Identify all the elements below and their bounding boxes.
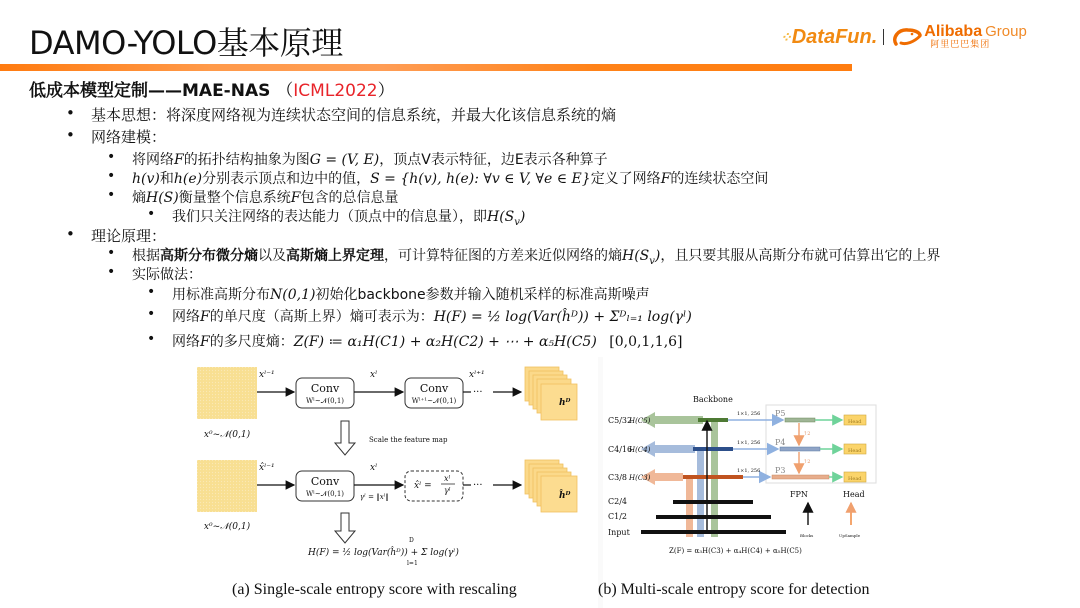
svg-text:UpSample: UpSample	[839, 533, 861, 538]
text: ，可计算特征图的方差来近似网络的熵	[384, 248, 622, 264]
subtitle-main: 低成本模型定制——MAE-NAS	[29, 81, 271, 101]
bullet-theory	[66, 225, 167, 246]
math-subscript: v	[649, 255, 655, 267]
svg-text:xˡ: xˡ	[370, 463, 378, 473]
figure-graphics	[163, 357, 919, 608]
text: 我们只关注网络的表达能力（顶点中的信息量），即	[172, 209, 487, 225]
svg-text:Wˡ⁺¹~𝒩(0,1): Wˡ⁺¹~𝒩(0,1)	[411, 397, 457, 405]
bullet-text: 网络建模：	[91, 128, 167, 146]
math: )	[654, 248, 661, 264]
svg-text:P5: P5	[775, 409, 786, 418]
datafun-text: DataFun.	[791, 25, 878, 48]
svg-text:x̂ˡ =: x̂ˡ =	[414, 481, 432, 491]
noise-input-bottom	[197, 460, 257, 512]
svg-text:γˡ: γˡ	[444, 486, 451, 495]
svg-text:Wˡ~𝒩(0,1): Wˡ~𝒩(0,1)	[305, 490, 345, 498]
bullet-icon: •	[66, 225, 75, 243]
svg-text:···: ···	[473, 480, 483, 491]
math: F	[660, 171, 671, 187]
text: 的拓扑结构抽象为图	[183, 152, 310, 168]
figure-a-caption: (a) Single-scale entropy score with rescaling	[232, 581, 517, 598]
bullet-icon: •	[66, 104, 75, 122]
text: 的单尺度（高斯上界）熵可表示为：	[209, 309, 434, 325]
svg-text:C2/4: C2/4	[608, 497, 627, 506]
svg-text:xˡ⁻¹: xˡ⁻¹	[259, 370, 275, 380]
text: 衡量整个信息系统	[178, 190, 291, 206]
bullet-icon: •	[147, 306, 156, 322]
svg-text:H(C5): H(C5)	[629, 417, 651, 425]
svg-text:xˡ⁺¹: xˡ⁺¹	[469, 370, 485, 380]
text: 将网络	[132, 152, 174, 168]
text: 定义了网络	[590, 171, 661, 187]
math: H(S)	[146, 190, 179, 206]
alibaba-group-text: Group	[985, 23, 1027, 40]
math: G = (V, E)	[309, 152, 380, 168]
svg-text:C5/32: C5/32	[608, 416, 633, 425]
svg-text:Head: Head	[843, 490, 865, 499]
svg-text:Conv: Conv	[310, 475, 340, 488]
bullet-state-space	[107, 168, 769, 188]
bullet-text: 基本思想：将深度网络视为连续状态空间的信息系统，并最大化该信息系统的熵	[91, 106, 617, 124]
svg-text:P3: P3	[775, 466, 786, 475]
bullet-basic-idea	[66, 104, 617, 125]
datafun-dots-icon: ⁘	[780, 28, 790, 45]
math: F	[200, 334, 210, 350]
bullet-expressiveness	[147, 206, 526, 228]
math: )	[519, 209, 526, 225]
bullet-icon: •	[147, 206, 156, 222]
bullet-multi-scale	[147, 331, 683, 351]
bullet-icon: •	[147, 331, 156, 347]
text: 用标准高斯分布	[172, 287, 270, 303]
venue-open-paren: （	[276, 81, 294, 101]
math: F	[200, 309, 210, 325]
svg-text:Conv: Conv	[310, 382, 340, 395]
math: H(S	[487, 209, 515, 225]
math: S = {h(v), h(e): ∀v ∈ V, ∀e ∈ E}	[370, 171, 591, 187]
alibaba-smile-icon	[892, 26, 922, 48]
svg-text:ĥᴰ: ĥᴰ	[559, 491, 571, 501]
text: 熵	[132, 190, 146, 206]
text: 根据	[132, 248, 160, 264]
figure-b-caption: (b) Multi-scale entropy score for detection	[598, 581, 870, 598]
svg-text:1×1, 256: 1×1, 256	[737, 411, 761, 417]
svg-text:Head: Head	[848, 419, 862, 425]
svg-text:↑2: ↑2	[803, 459, 811, 465]
bullet-icon: •	[107, 149, 116, 165]
bullet-icon: •	[66, 126, 75, 144]
math: h(v)	[132, 171, 160, 187]
weights-vector: [0,0,1,1,6]	[609, 334, 683, 350]
svg-text:l=1: l=1	[407, 560, 418, 567]
bold-text: 高斯分布微分熵	[160, 248, 258, 264]
logo-area	[780, 22, 1027, 52]
text: 初始化backbone参数并输入随机采样的标准高斯噪声	[315, 287, 650, 303]
bullet-icon: •	[107, 245, 116, 261]
bullet-practice	[107, 264, 202, 284]
svg-text:Wˡ~𝒩(0,1): Wˡ~𝒩(0,1)	[305, 397, 345, 405]
math: F	[290, 190, 301, 206]
alibaba-cn-text: 阿里巴巴集团	[930, 40, 991, 50]
svg-text:Head: Head	[848, 476, 862, 482]
bullet-network-modeling	[66, 126, 167, 147]
svg-text:FPN: FPN	[790, 490, 808, 499]
bullet-icon: •	[107, 264, 116, 280]
svg-text:x⁰~𝒩(0,1): x⁰~𝒩(0,1)	[203, 522, 251, 532]
svg-text:1×1, 256: 1×1, 256	[737, 440, 761, 446]
bullet-single-scale	[147, 306, 692, 326]
page-title: DAMO-YOLO基本原理	[29, 24, 343, 62]
text: ，顶点V表示特征，边E表示各种算子	[379, 152, 608, 168]
math-subscript: v	[514, 216, 520, 228]
svg-text:xˡ: xˡ	[444, 474, 451, 483]
alibaba-logo	[892, 24, 1027, 50]
formula-multi-scale: Z(F) ≔ α₁H(C1) + α₂H(C2) + ⋯ + α₅H(C5)	[293, 334, 597, 350]
bullet-gaussian-entropy	[107, 245, 941, 267]
text: 以及	[258, 248, 286, 264]
svg-text:Scale the feature map: Scale the feature map	[369, 436, 448, 444]
svg-text:D: D	[409, 537, 414, 544]
svg-text:hᴰ: hᴰ	[559, 398, 571, 408]
svg-text:1×1, 256: 1×1, 256	[737, 468, 761, 474]
bullet-icon: •	[107, 168, 116, 184]
text: 包含的总信息量	[300, 190, 399, 206]
svg-text:H(C4): H(C4)	[629, 446, 651, 454]
svg-text:Conv: Conv	[419, 382, 449, 395]
venue-name: ICML2022	[293, 81, 378, 101]
svg-text:Input: Input	[608, 528, 630, 537]
svg-text:H(F) = ½ log(Var(ĥᴰ)) + Σ log(: H(F) = ½ log(Var(ĥᴰ)) + Σ log(γˡ)	[308, 548, 459, 558]
subtitle-venue	[276, 81, 394, 101]
svg-text:γˡ = ‖xˡ‖: γˡ = ‖xˡ‖	[360, 493, 389, 501]
bullet-text: 理论原理：	[91, 227, 167, 245]
text: 网络	[172, 334, 200, 350]
svg-text:Blocks: Blocks	[800, 533, 814, 538]
math: F	[174, 152, 184, 168]
bullet-graph-abstraction	[107, 149, 608, 169]
venue-close-paren: ）	[377, 81, 395, 101]
text: 分别表示顶点和边中的值，	[202, 171, 371, 187]
svg-text:C4/16: C4/16	[608, 445, 633, 454]
bullet-icon: •	[147, 284, 156, 300]
bold-text: 高斯熵上界定理	[286, 248, 384, 264]
svg-text:↑2: ↑2	[803, 431, 811, 437]
svg-text:Head: Head	[848, 448, 862, 454]
text: 的多尺度熵：	[209, 334, 294, 350]
text: 网络	[172, 309, 200, 325]
svg-text:xˡ: xˡ	[370, 370, 378, 380]
figure-mae-nas	[163, 357, 919, 608]
bullet-icon: •	[107, 187, 116, 203]
text: 的连续状态空间	[670, 171, 769, 187]
svg-text:H(C3): H(C3)	[629, 474, 651, 482]
text: ，且只要其服从高斯分布就可估算出它的上界	[660, 248, 941, 264]
svg-text:Backbone: Backbone	[693, 395, 733, 404]
svg-text:x⁰~𝒩(0,1): x⁰~𝒩(0,1)	[203, 430, 251, 440]
svg-text:C3/8: C3/8	[608, 473, 627, 482]
svg-text:x̂ˡ⁻¹: x̂ˡ⁻¹	[259, 463, 275, 473]
noise-input-top	[197, 367, 257, 419]
bullet-init-gaussian	[147, 284, 650, 304]
datafun-logo	[780, 26, 877, 49]
svg-text:Z(F) = α₃H(C3) + α₄H(C4) + α₅H: Z(F) = α₃H(C3) + α₄H(C4) + α₅H(C5)	[669, 547, 802, 555]
bullet-entropy-measure	[107, 187, 399, 207]
math: h(e)	[173, 171, 203, 187]
svg-text:P4: P4	[775, 438, 786, 447]
section-subtitle	[29, 76, 395, 101]
math: N(0,1)	[270, 287, 316, 303]
header-accent-bar	[0, 64, 852, 71]
bullet-text: 实际做法：	[132, 267, 202, 283]
logo-divider	[883, 29, 884, 45]
math: H(S	[622, 248, 650, 264]
alibaba-text: Alibaba	[924, 23, 983, 40]
text: 和	[159, 171, 174, 187]
svg-text:C1/2: C1/2	[608, 512, 627, 521]
svg-text:···: ···	[473, 387, 483, 398]
formula-single-scale: H(F) = ½ log(Var(ĥᴰ)) + Σᴰₗ₌₁ log(γˡ)	[433, 309, 692, 325]
